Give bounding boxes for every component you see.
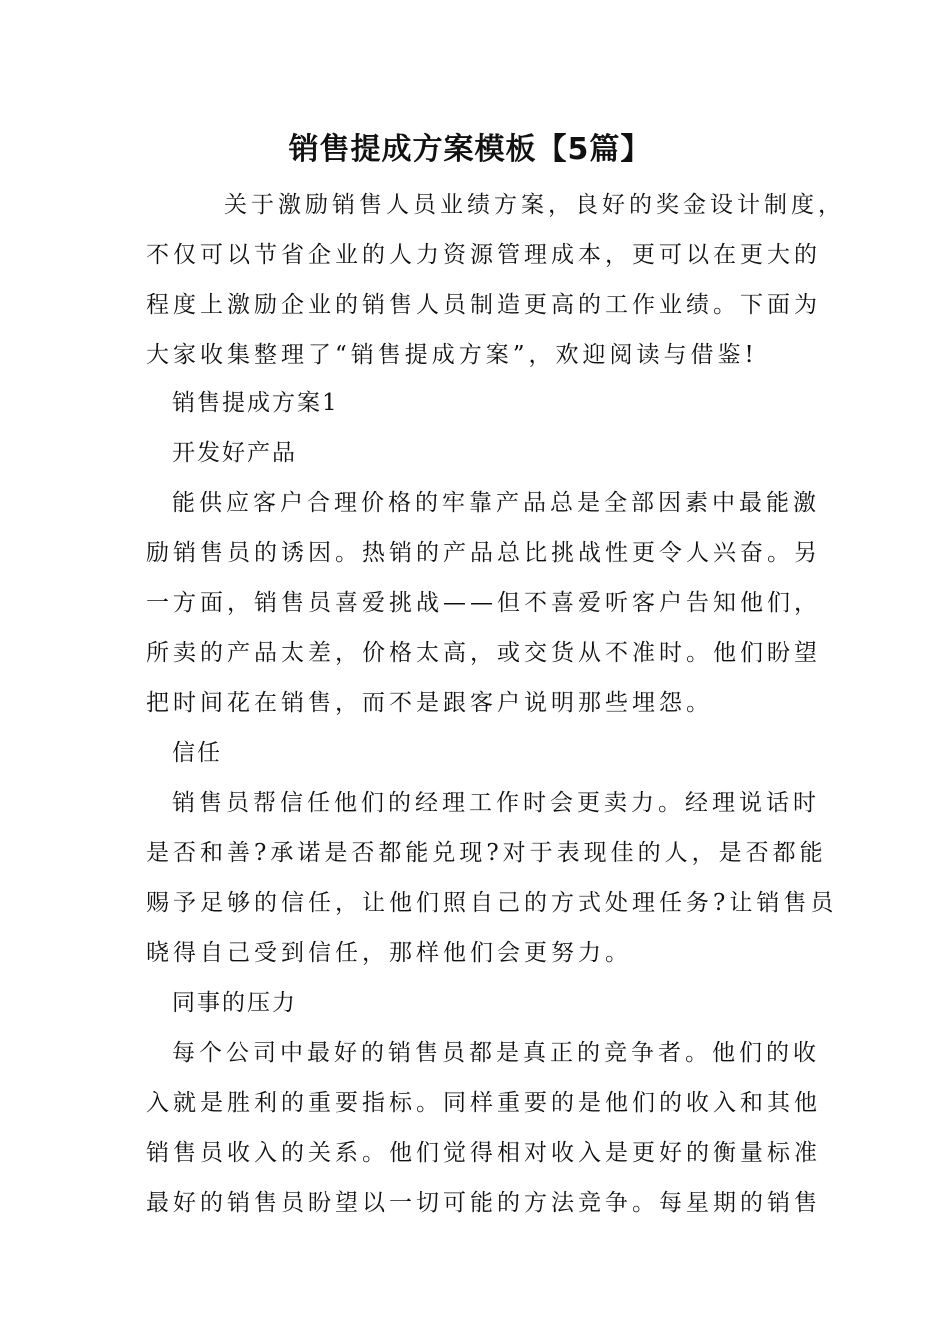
intro-line: 大家收集整理了“销售提成方案”，欢迎阅读与借鉴! [146, 342, 758, 368]
section-heading: 销售提成方案1 [172, 390, 339, 416]
paragraph-line: 把时间花在销售，而不是跟客户说明那些埋怨。 [146, 690, 713, 716]
paragraph-line: 每个公司中最好的销售员都是真正的竞争者。他们的收 [172, 1040, 820, 1066]
paragraph-line: 最好的销售员盼望以一切可能的方法竞争。每星期的销售 [146, 1190, 821, 1216]
intro-line: 程度上激励企业的销售人员制造更高的工作业绩。下面为 [146, 292, 821, 318]
body-paragraph [146, 478, 821, 728]
paragraph-line: 能供应客户合理价格的牢靠产品总是全部因素中最能激 [172, 490, 820, 516]
subsection-heading: 同事的压力 [172, 990, 297, 1016]
paragraph-line: 入就是胜利的重要指标。同样重要的是他们的收入和其他 [146, 1090, 821, 1116]
paragraph-line: 所卖的产品太差，价格太高，或交货从不准时。他们盼望 [146, 640, 821, 666]
paragraph-line: 销售员收入的关系。他们觉得相对收入是更好的衡量标准 [146, 1140, 821, 1166]
intro-line: 关于激励销售人员业绩方案，良好的奖金设计制度， [224, 192, 845, 218]
paragraph-line: 销售员帮信任他们的经理工作时会更卖力。经理说话时 [172, 790, 820, 816]
intro-paragraph [146, 180, 845, 380]
paragraph-line: 是否和善?承诺是否都能兑现?对于表现佳的人，是否都能 [146, 840, 827, 866]
paragraph-line: 赐予足够的信任，让他们照自己的方式处理任务?让销售员 [146, 890, 838, 916]
body-paragraph [146, 778, 838, 978]
paragraph-line: 晓得自己受到信任，那样他们会更努力。 [146, 940, 632, 966]
body-paragraph [146, 1028, 821, 1228]
document-title: 销售提成方案模板【5篇】 [288, 132, 652, 167]
paragraph-line: 一方面，销售员喜爱挑战——但不喜爱听客户告知他们， [146, 590, 821, 616]
paragraph-line: 励销售员的诱因。热销的产品总比挑战性更令人兴奋。另 [146, 540, 821, 566]
intro-line: 不仅可以节省企业的人力资源管理成本，更可以在更大的 [146, 242, 821, 268]
subsection-heading: 开发好产品 [172, 440, 297, 466]
subsection-heading: 信任 [172, 740, 222, 766]
